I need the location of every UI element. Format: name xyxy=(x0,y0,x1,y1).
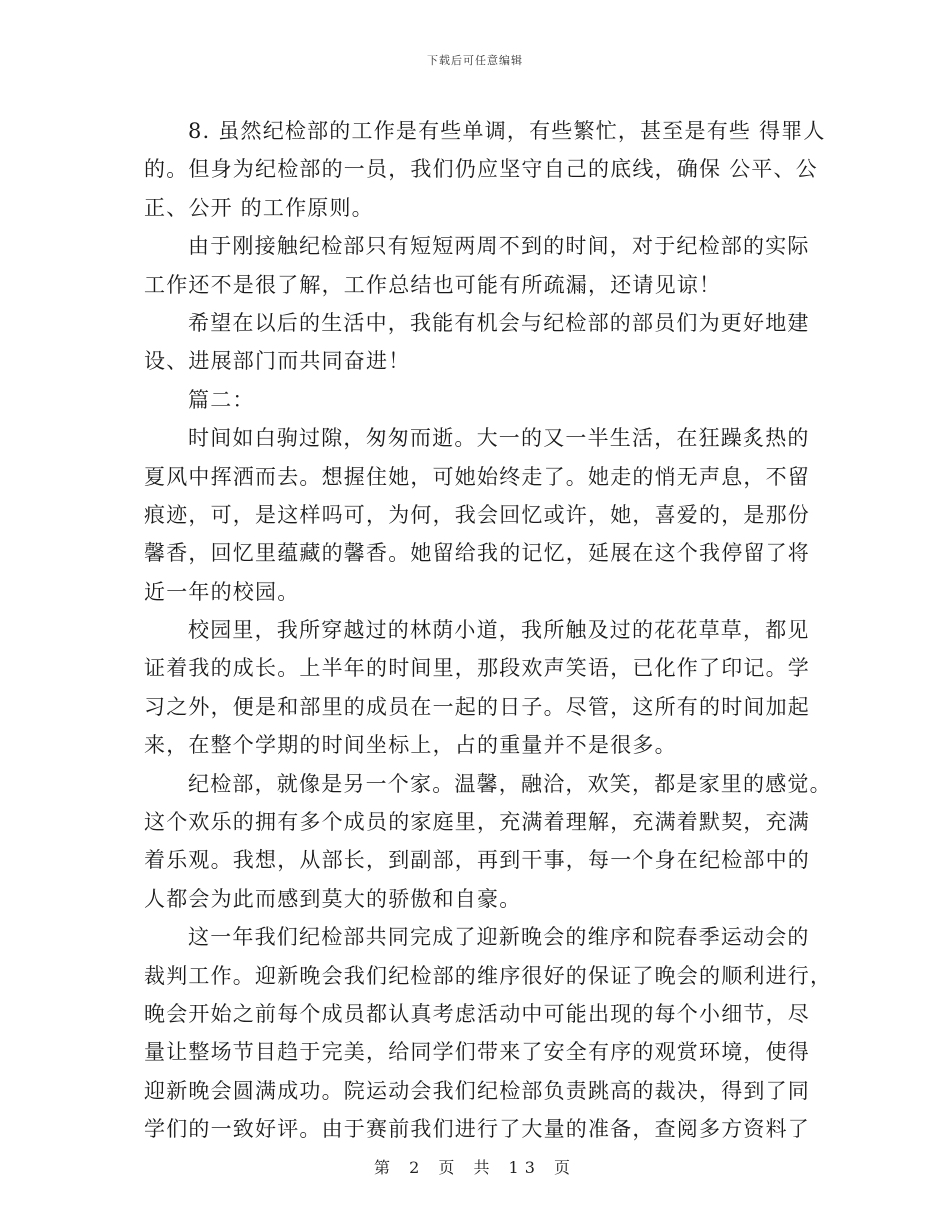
text-line: 由于刚接触纪检部只有短短两周不到的时间，对于纪检部的实际 xyxy=(188,234,810,259)
text-line: 时间如白驹过隙，匆匆而逝。大一的又一半生活，在狂躁炙热的 xyxy=(188,426,810,451)
text-line: 的。但身为纪检部的一员，我们仍应坚守自己的底线，确保 公平、公 xyxy=(144,157,818,182)
section-heading xyxy=(144,381,806,419)
document-body xyxy=(144,112,833,1149)
text-line: 人都会为此而感到莫大的骄傲和自豪。 xyxy=(144,886,522,911)
text-line: 学们的一致好评。由于赛前我们进行了大量的准备，查阅多方资料了 xyxy=(144,1117,810,1142)
text-line: 希望在以后的生活中，我能有机会与纪检部的部员们为更好地建 xyxy=(188,310,810,335)
text-line: 习之外，便是和部里的成员在一起的日子。尽管，这所有的时间加起 xyxy=(144,694,810,719)
text-line: 这个欢乐的拥有多个成员的家庭里，充满着理解，充满着默契，充满 xyxy=(144,810,810,835)
text-line: 设、进展部门而共同奋进！ xyxy=(144,349,411,374)
paragraph xyxy=(144,765,832,919)
page-header: 下载后可任意编辑 xyxy=(427,54,523,67)
text-line: 夏风中挥洒而去。想握住她，可她始终走了。她走的悄无声息，不留 xyxy=(144,464,810,489)
text-line: 证着我的成长。上半年的时间里，那段欢声笑语，已化作了印记。学 xyxy=(144,656,810,681)
text-line: 着乐观。我想，从部长，到副部，再到干事，每一个身在纪检部中的 xyxy=(144,848,810,873)
text-line: 痕迹，可，是这样吗可，为何，我会回忆或许，她，喜爱的，是那份 xyxy=(144,502,810,527)
text-line: 近一年的校园。 xyxy=(144,579,300,604)
text-line: 裁判工作。迎新晚会我们纪检部的维序很好的保证了晚会的顺利进行， xyxy=(144,963,833,988)
text-line: 校园里，我所穿越过的林荫小道，我所触及过的花花草草，都见 xyxy=(188,618,810,643)
text-line: 迎新晚会圆满成功。院运动会我们纪检部负责跳高的裁决，得到了同 xyxy=(144,1078,810,1103)
paragraph xyxy=(144,227,810,304)
page-number-footer: 第 2 页 共 13 页 xyxy=(374,1158,576,1177)
text-line: 这一年我们纪检部共同完成了迎新晚会的维序和院春季运动会的 xyxy=(188,925,810,950)
text-line: 8. 虽然纪检部的工作是有些单调，有些繁忙，甚至是有些 得罪人 xyxy=(188,119,826,143)
text-line: 纪检部，就像是另一个家。温馨，融洽，欢笑，都是家里的感觉。 xyxy=(188,771,832,796)
text-line: 量让整场节目趋于完美，给同学们带来了安全有序的观赏环境，使得 xyxy=(144,1040,810,1065)
text-line: 晚会开始之前每个成员都认真考虑活动中可能出现的每个小细节，尽 xyxy=(144,1001,810,1026)
text-line: 来，在整个学期的时间坐标上，占的重量并不是很多。 xyxy=(144,733,677,758)
paragraph xyxy=(144,304,810,381)
text-line: 工作还不是很了解，工作总结也可能有所疏漏，还请见谅！ xyxy=(144,272,722,297)
paragraph xyxy=(144,419,810,611)
text-line: 篇二： xyxy=(188,387,255,412)
paragraph xyxy=(144,918,833,1148)
text-line: 馨香，回忆里蕴藏的馨香。她留给我的记忆，延展在这个我停留了将 xyxy=(144,541,810,566)
paragraph xyxy=(144,112,826,227)
text-line: 正、公开 的工作原则。 xyxy=(144,195,374,220)
paragraph xyxy=(144,611,810,765)
